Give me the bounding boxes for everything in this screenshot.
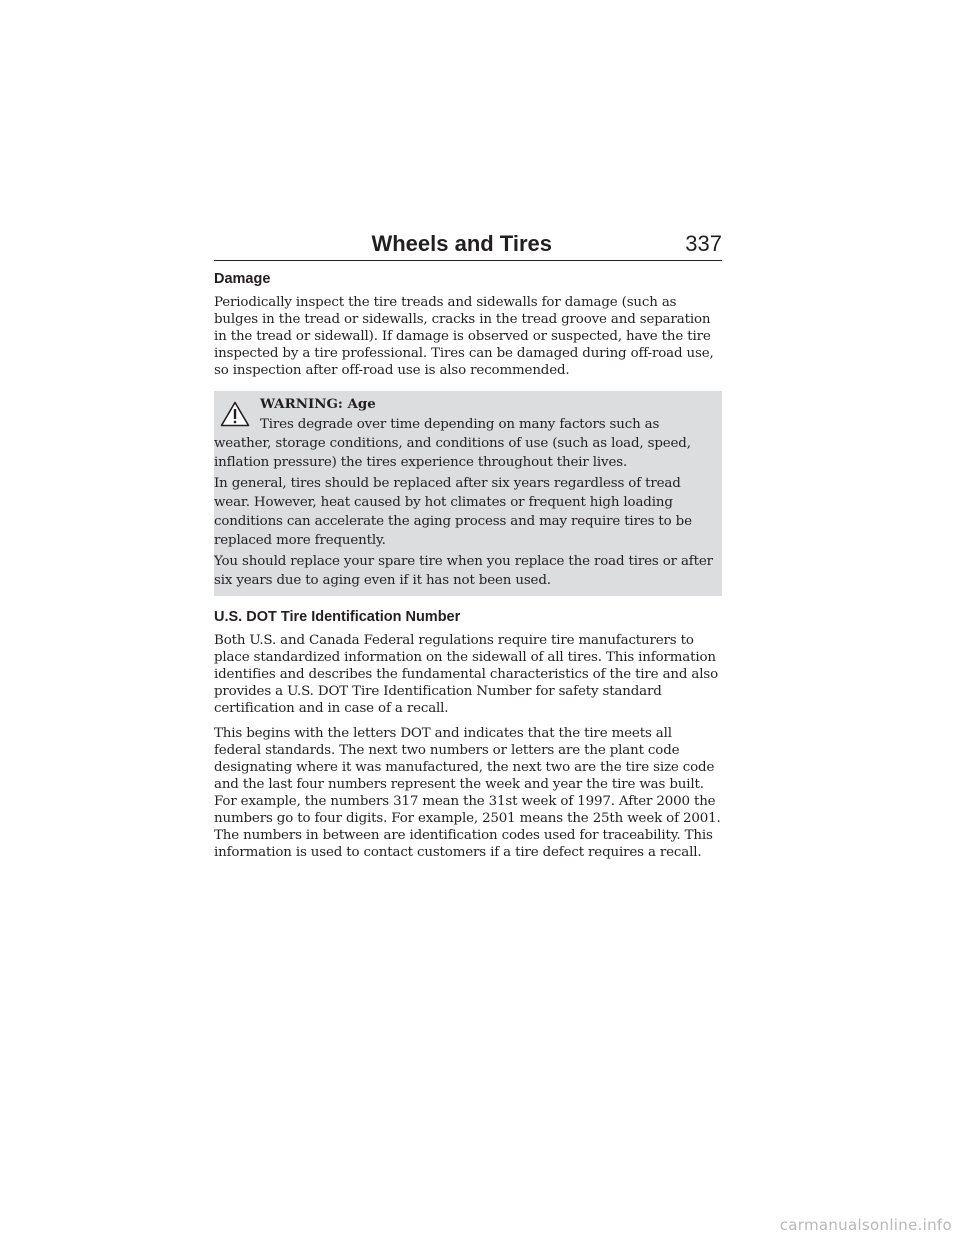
warning-paragraph-rest: weather, storage conditions, and conditions of use (such as load, speed, inflation pressure) the tires experience throughout their lives. [214,436,691,470]
warning-title: WARNING: Age [260,396,376,412]
warning-paragraph-first-line: Tires degrade over time depending on many factors such as [260,417,660,432]
damage-paragraph: Periodically inspect the tire treads and sidewalls for damage (such as bulges in the tread or sidewalls, cracks in the tread groove and separation in the tread or sidewall). If damage is observed or suspected, have the tire inspected by a tire professional. Tires can be damaged during off-road use, so inspection after off-road use is also recommended. [214,295,714,378]
warning-text [214,415,714,590]
warning-paragraph: In general, tires should be replaced after six years regardless of tread wear. However, heat caused by hot climates or frequent high loading conditions can accelerate the aging process and may require tires to be replaced more frequently. [214,476,692,548]
watermark: carmanualsonline.info [779,1216,952,1234]
warning-paragraph: You should replace your spare tire when you replace the road tires or after six years due to aging even if it has not been used. [214,554,713,588]
section-title: Wheels and Tires [371,231,552,256]
page-number: 337 [685,231,722,256]
dot-paragraph-2: This begins with the letters DOT and indicates that the tire meets all federal standards. The next two numbers or letters are the plant code designating where it was manufactured, the next two are the tire size code and the last four numbers represent the week and year the tire was built. For example, the numbers 317 mean the 31st week of 1997. After 2000 the numbers go to four digits. For example, 2501 means the 25th week of 2001. The numbers in between are identification codes used for traceability. This information is used to contact customers if a tire defect requires a recall. [214,726,721,860]
warning-paragraph [214,415,714,472]
page-header [214,228,722,261]
page-body [214,270,722,869]
warning-box [214,391,722,596]
dot-paragraph-1: Both U.S. and Canada Federal regulations require tire manufacturers to place standardized information on the sidewall of all tires. This information identifies and describes the fundamental characteristics of the tire and also provides a U.S. DOT Tire Identification Number for safety standard certification and in case of a recall. [214,633,719,716]
dot-heading: U.S. DOT Tire Identification Number [214,609,461,625]
damage-heading: Damage [214,271,271,287]
warning-triangle-icon [220,401,250,427]
